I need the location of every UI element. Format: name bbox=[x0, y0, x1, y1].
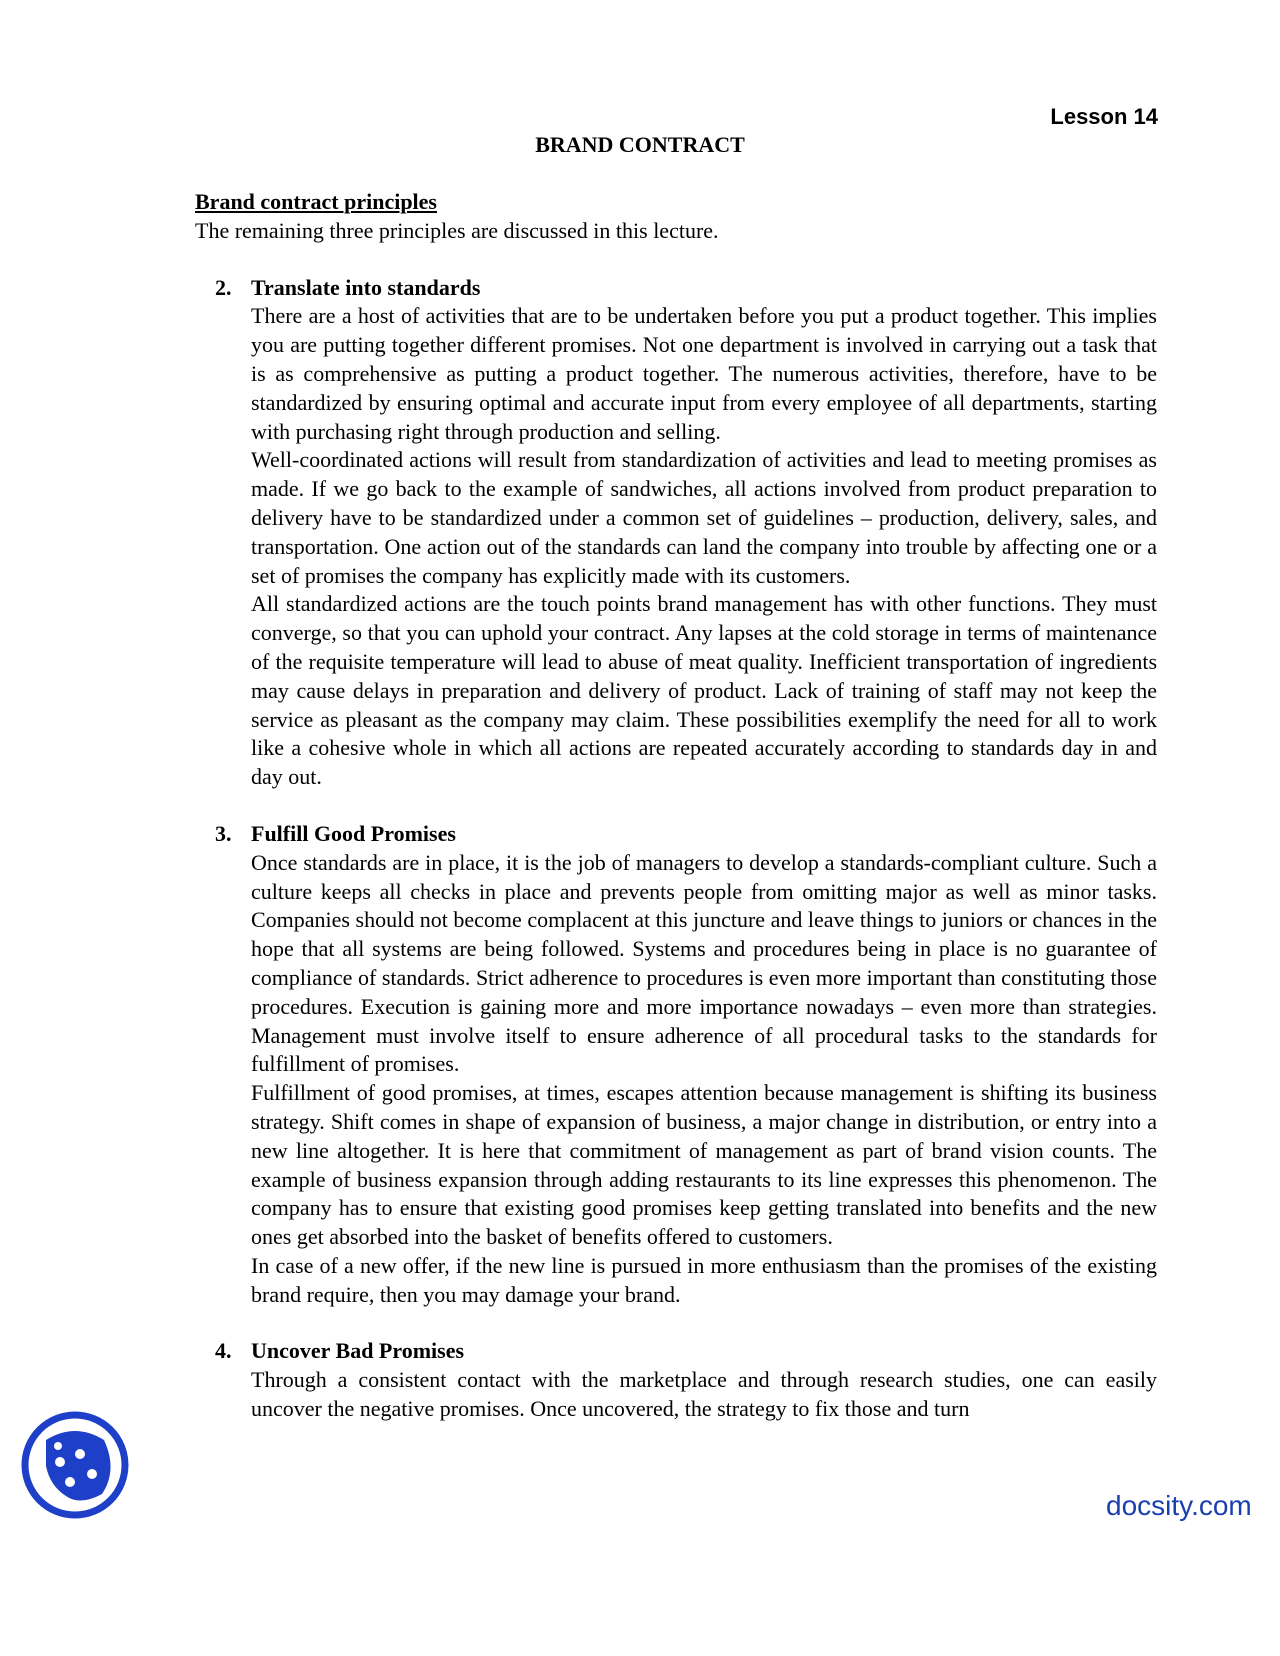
docsity-watermark[interactable]: docsity.com bbox=[1106, 1490, 1252, 1521]
paragraph: Through a consistent contact with the marketplace and through research studies, one can easily uncover the negative promises. Once uncovered, the strategy to fix those and turn bbox=[251, 1367, 1157, 1422]
lesson-label: Lesson 14 bbox=[1050, 104, 1158, 129]
paragraph: Well-coordinated actions will result from standardization of activities and lead to meeting promises as made. If we go back to the example of sandwiches, all actions involved from product preparation to delivery have to be standardized under a common set of guidelines – production, delivery, sales, and transportation. One action out of the standards can land the company into trouble by affecting one or a set of promises the company has explicitly made with its customers. bbox=[251, 447, 1157, 588]
document-title: BRAND CONTRACT bbox=[535, 132, 745, 157]
paragraph: Fulfillment of good promises, at times, escapes attention because management is shifting its business strategy. Shift comes in shape of expansion of business, a major change in distribution, or entry into a new line altogether. It is here that commitment of management as part of brand vision counts. The example of business expansion through adding restaurants to its line expresses this phenomenon. The company has to ensure that existing good promises keep getting translated into benefits and the new ones get absorbed into the basket of benefits offered to customers. bbox=[251, 1080, 1157, 1250]
principle-title: Translate into standards bbox=[251, 274, 481, 300]
principle-title: Fulfill Good Promises bbox=[251, 820, 456, 846]
paragraph: There are a host of activities that are to be undertaken before you put a product together. This implies you are putting together different promises. Not one department is involved in carrying out a task that is as comprehensive as putting a product together. The numerous activities, therefore, have to be standardized by ensuring optimal and accurate input from every employee of all departments, starting with purchasing right through production and selling. bbox=[251, 303, 1157, 444]
cut-off-paragraph-container bbox=[251, 1366, 1157, 1422]
principle-fulfill-good-promises bbox=[195, 820, 1157, 1310]
principle-number: 2. bbox=[215, 274, 232, 300]
document-body bbox=[195, 188, 1157, 1450]
docsity-logo-icon bbox=[20, 1410, 130, 1525]
paragraph: Once standards are in place, it is the job of managers to develop a standards-compliant culture. Such a culture keeps all checks in place and prevents people from omitting major as well as minor tasks. Companies should not become complacent at this juncture and leave things to juniors or chances in the hope that all systems are being followed. Systems and procedures being in place is no guarantee of compliance of standards. Strict adherence to procedures is even more important than constituting those procedures. Execution is gaining more and more importance nowadays – even more than strategies. Management must involve itself to ensure adherence of all procedural tasks to the standards for fulfillment of promises. bbox=[251, 849, 1157, 1077]
paragraph: All standardized actions are the touch points brand management has with other functions. They must converge, so that you can uphold your contract. Any lapses at the cold storage in terms of maintenance of the requisite temperature will lead to abuse of meat quality. Inefficient transportation of ingredients may cause delays in preparation and delivery of product. Lack of training of staff may not keep the service as pleasant as the company may claim. These possibilities exemplify the need for all to work like a cohesive whole in which all actions are repeated accurately according to standards day in and day out. bbox=[251, 591, 1157, 790]
section-heading: Brand contract principles bbox=[195, 189, 437, 214]
section-intro: The remaining three principles are discussed in this lecture. bbox=[195, 217, 719, 243]
principle-number: 4. bbox=[215, 1338, 232, 1364]
paragraph: In case of a new offer, if the new line is pursued in more enthusiasm than the promises of the existing brand require, then you may damage your brand. bbox=[251, 1252, 1157, 1307]
principle-uncover-bad-promises bbox=[195, 1337, 1157, 1422]
principle-translate-into-standards bbox=[195, 274, 1157, 792]
principle-title: Uncover Bad Promises bbox=[251, 1338, 465, 1364]
principle-number: 3. bbox=[215, 820, 232, 846]
